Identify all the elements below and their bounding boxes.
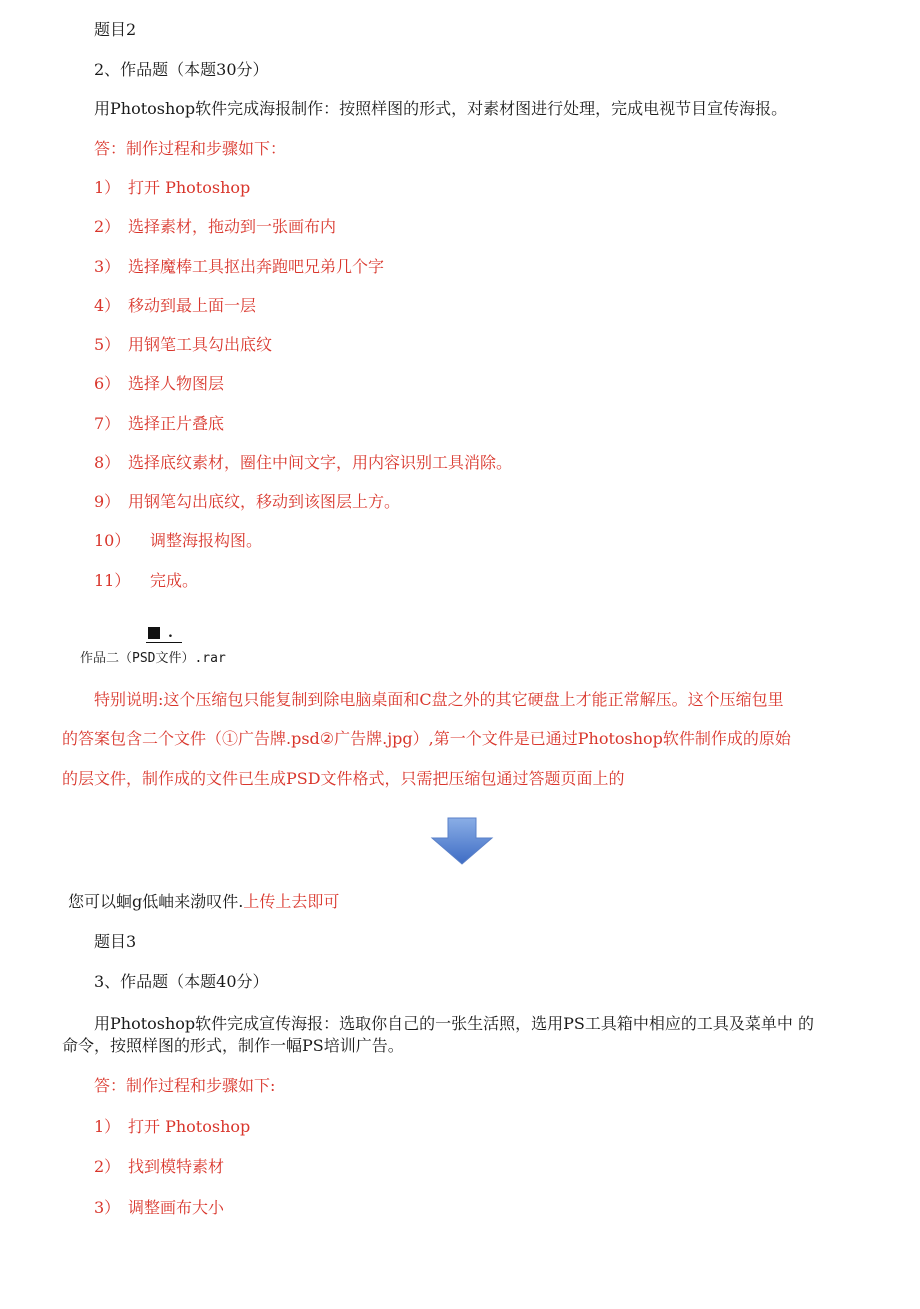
q2-step-5: 5） 用钢笔工具勾出底纹 bbox=[94, 335, 273, 354]
q3-step-1: 1） 打开 Photoshop bbox=[94, 1117, 251, 1136]
q3-heading: 3、作品题（本题40分） bbox=[94, 972, 269, 991]
q2-answer-intro: 答：制作过程和步骤如下： bbox=[94, 139, 287, 158]
q2-step-10: 10） 调整海报构图。 bbox=[94, 531, 263, 550]
q2-step-4: 4） 移动到最上面一层 bbox=[94, 296, 257, 315]
note-line-3: 的层文件，制作成的文件已生成PSD文件格式，只需把压缩包通过答题页面上的 bbox=[62, 769, 625, 788]
q3-answer-intro: 答：制作过程和步骤如下: bbox=[94, 1076, 276, 1095]
q2-step-6: 6） 选择人物图层 bbox=[94, 374, 225, 393]
upload-instruction: 您可以蛔g低岫来渤叹件.上传上去即可 bbox=[68, 892, 340, 911]
q2-step-9: 9） 用钢笔勾出底纹，移动到该图层上方。 bbox=[94, 492, 401, 511]
attachment-name[interactable]: 作品二（PSD文件）.rar bbox=[80, 651, 226, 666]
q2-step-1: 1） 打开 Photoshop bbox=[94, 178, 251, 197]
q2-step-8: 8） 选择底纹素材，圈住中间文字，用内容识别工具消除。 bbox=[94, 453, 513, 472]
q3-title: 题目3 bbox=[94, 932, 137, 951]
q2-heading: 2、作品题（本题30分） bbox=[94, 60, 269, 79]
q2-title: 题目2 bbox=[94, 20, 137, 39]
attachment-underline bbox=[146, 642, 182, 643]
q3-step-2: 2） 找到模特素材 bbox=[94, 1157, 225, 1176]
q2-step-11: 11） 完成。 bbox=[94, 571, 199, 590]
q2-step-7: 7） 选择正片叠底 bbox=[94, 414, 225, 433]
attachment-icon[interactable]: . bbox=[148, 625, 173, 641]
note-line-2: 的答案包含二个文件（①广告牌.psd②广告牌.jpg）,第一个文件是已通过Photoshop软件制作成的原始 bbox=[62, 729, 791, 748]
q2-step-3: 3） 选择魔棒工具抠出奔跑吧兄弟几个字 bbox=[94, 257, 385, 276]
q2-step-2: 2） 选择素材，拖动到一张画布内 bbox=[94, 217, 337, 236]
q3-prompt-line-1: 用Photoshop软件完成宣传海报：选取你自己的一张生活照，选用PS工具箱中相应的工具及菜单中 的 bbox=[94, 1014, 814, 1033]
note-line-1: 特别说明:这个压缩包只能复制到除电脑桌面和C盘之外的其它硬盘上才能正常解压。这个压缩包里 bbox=[94, 690, 784, 709]
q2-prompt: 用Photoshop软件完成海报制作：按照样图的形式，对素材图进行处理，完成电视节目宣传海报。 bbox=[94, 99, 788, 118]
down-arrow-icon bbox=[430, 816, 494, 866]
q3-step-3: 3） 调整画布大小 bbox=[94, 1198, 225, 1217]
file-icon bbox=[148, 627, 160, 639]
q3-prompt-line-2: 命令，按照样图的形式，制作一幅PS培训广告。 bbox=[62, 1036, 404, 1055]
